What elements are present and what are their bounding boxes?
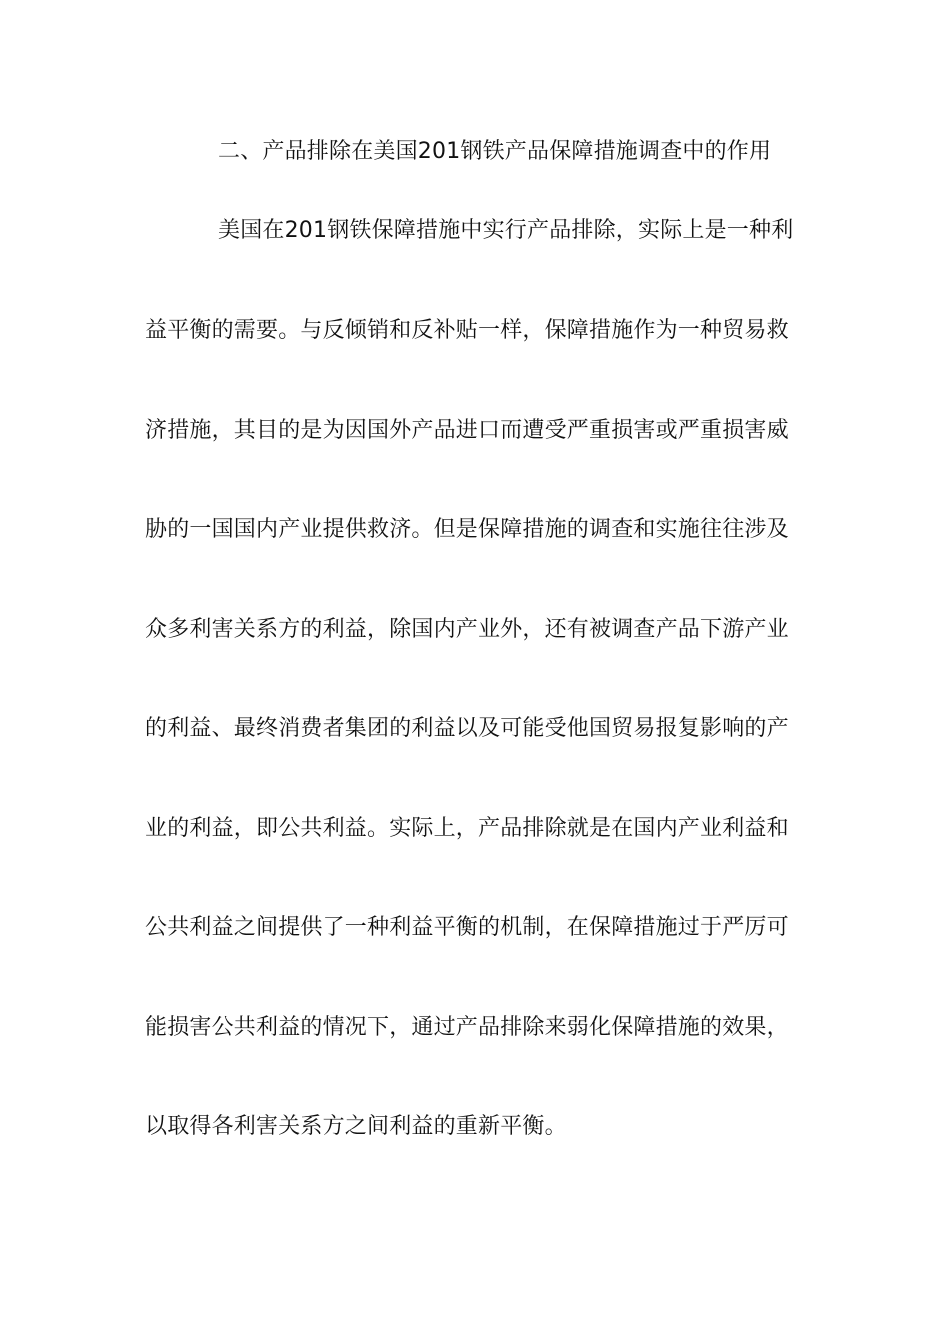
paragraph-line-7: 业的利益，即公共利益。实际上，产品排除就是在国内产业利益和	[145, 816, 789, 841]
paragraph-line-8: 公共利益之间提供了一种利益平衡的机制，在保障措施过于严厉可	[145, 915, 789, 940]
paragraph-line-1: 美国在201钢铁保障措施中实行产品排除，实际上是一种利	[218, 218, 794, 243]
section-heading: 二、产品排除在美国201钢铁产品保障措施调查中的作用	[218, 139, 772, 164]
paragraph-line-4: 胁的一国国内产业提供救济。但是保障措施的调查和实施往往涉及	[145, 517, 789, 542]
paragraph-line-3: 济措施，其目的是为因国外产品进口而遭受严重损害或严重损害威	[145, 418, 789, 443]
paragraph-line-5: 众多利害关系方的利益，除国内产业外，还有被调查产品下游产业	[145, 617, 789, 642]
paragraph-line-9: 能损害公共利益的情况下，通过产品排除来弱化保障措施的效果，	[145, 1015, 789, 1040]
paragraph-line-2: 益平衡的需要。与反倾销和反补贴一样，保障措施作为一种贸易救	[145, 318, 789, 343]
paragraph-line-6: 的利益、最终消费者集团的利益以及可能受他国贸易报复影响的产	[145, 716, 789, 741]
paragraph-line-10: 以取得各利害关系方之间利益的重新平衡。	[145, 1114, 567, 1139]
